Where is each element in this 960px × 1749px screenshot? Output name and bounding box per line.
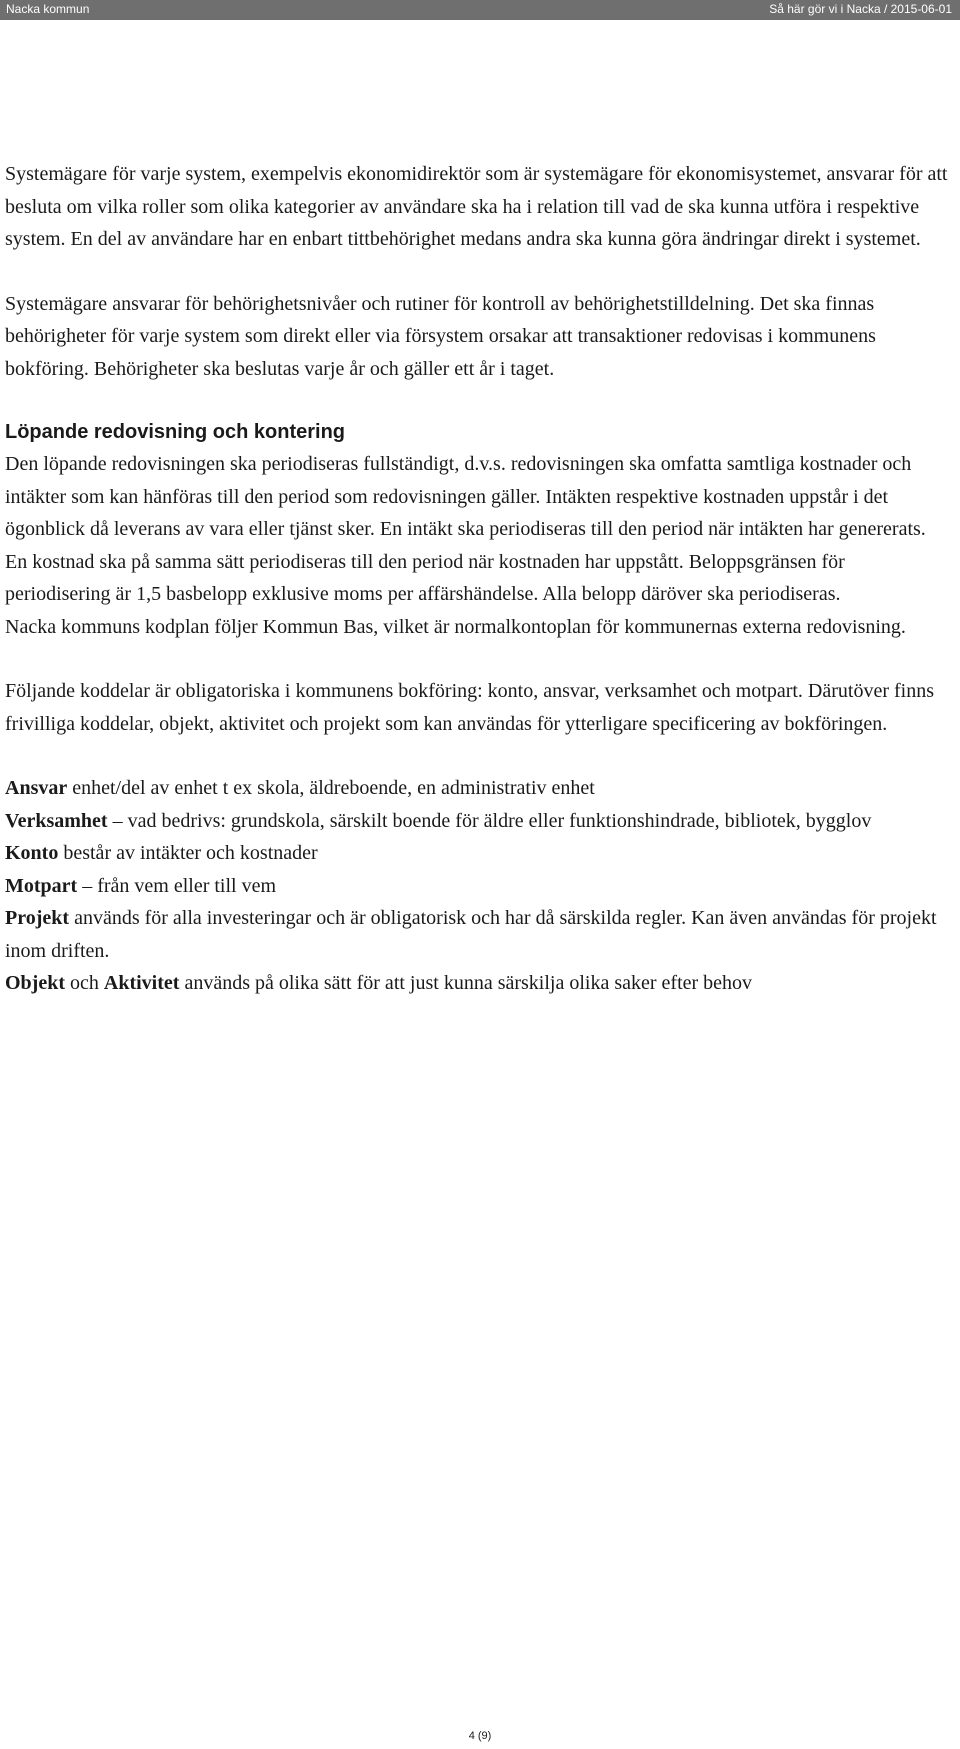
term-motpart: Motpart xyxy=(5,874,78,897)
text-verksamhet: – vad bedrivs: grundskola, särskilt boende för äldre eller funktionshindrade, bibliotek, bygglov xyxy=(107,809,872,832)
term-aktivitet: Aktivitet xyxy=(103,972,180,994)
paragraph-code-plan: Nacka kommuns kodplan följer Kommun Bas, vilket är normalkontoplan för kommunernas externa redovisning. xyxy=(5,615,906,638)
term-konto: Konto xyxy=(5,842,59,864)
paragraph-periodization: Den löpande redovisningen ska periodiseras fullständigt, d.v.s. redovisningen ska omfatta samtliga kostnader och intäkter som kan hänföras till den period som redovisningen gäller. Intäkten respektive kostnaden uppstår i det ögonblick då leverans av vara eller tjänst sker. En intäkt ska periodiseras till den period när intäkten har genererats. En kostnad ska på samma sätt periodiseras till den period när kostnaden har uppstått. Beloppsgränsen för periodisering är 1,5 basbelopp exklusive moms per affärshändelse. Alla belopp däröver ska periodiseras. xyxy=(5,453,926,605)
text-objekt-aktivitet: används på olika sätt för att just kunna särskilja olika saker efter behov xyxy=(179,972,753,994)
paragraph-code-parts: Följande koddelar är obligatoriska i kommunens bokföring: konto, ansvar, verksamhet och motpart. Därutöver finns frivilliga koddelar, objekt, aktivitet och projekt som kan användas för ytterligare specificering av bokföringen. xyxy=(5,680,934,735)
paragraph-authorization: Systemägare ansvarar för behörighetsnivåer och rutiner för kontroll av behörighetstilldelning. Det ska finnas behörigheter för varje system som direkt eller via försystem orsakar att transaktioner redovisas i kommunens bokföring. Behörigheter ska beslutas varje år och gäller ett år i taget. xyxy=(5,292,876,380)
section-heading: Löpande redovisning och kontering xyxy=(5,421,346,443)
term-verksamhet: Verksamhet xyxy=(5,809,108,832)
definition-objekt-aktivitet xyxy=(5,967,950,1000)
header-org: Nacka kommun xyxy=(6,2,90,16)
definition-ansvar xyxy=(5,772,950,805)
text-och: och xyxy=(65,972,104,994)
term-ansvar: Ansvar xyxy=(5,777,68,799)
text-konto: består av intäkter och kostnader xyxy=(58,842,318,864)
definition-konto xyxy=(5,837,950,870)
term-projekt: Projekt xyxy=(5,907,70,929)
definition-motpart xyxy=(5,870,950,903)
definition-verksamhet xyxy=(5,805,950,838)
text-ansvar: enhet/del av enhet t ex skola, äldreboende, en administrativ enhet xyxy=(67,777,595,799)
page-number: 4 (9) xyxy=(468,1730,492,1742)
paragraph-system-owner: Systemägare för varje system, exempelvis ekonomidirektör som är systemägare för ekonomisystemet, ansvarar för att besluta om vilka roller som olika kategorier av användare ska ha i relation till vad de ska kunna utföra i respektive system. En del av användare har en enbart tittbehörighet medans andra ska kunna göra ändringar direkt i systemet. xyxy=(5,163,948,250)
page-header xyxy=(0,0,960,20)
text-projekt: används för alla investeringar och är obligatorisk och har då särskilda regler. Kan även användas för projekt inom driften. xyxy=(5,907,937,962)
definition-projekt xyxy=(5,902,950,967)
text-motpart: – från vem eller till vem xyxy=(77,874,277,897)
header-doc-ref: Så här gör vi i Nacka / 2015-06-01 xyxy=(769,2,952,16)
term-objekt: Objekt xyxy=(5,972,65,994)
document-body xyxy=(5,158,950,1000)
